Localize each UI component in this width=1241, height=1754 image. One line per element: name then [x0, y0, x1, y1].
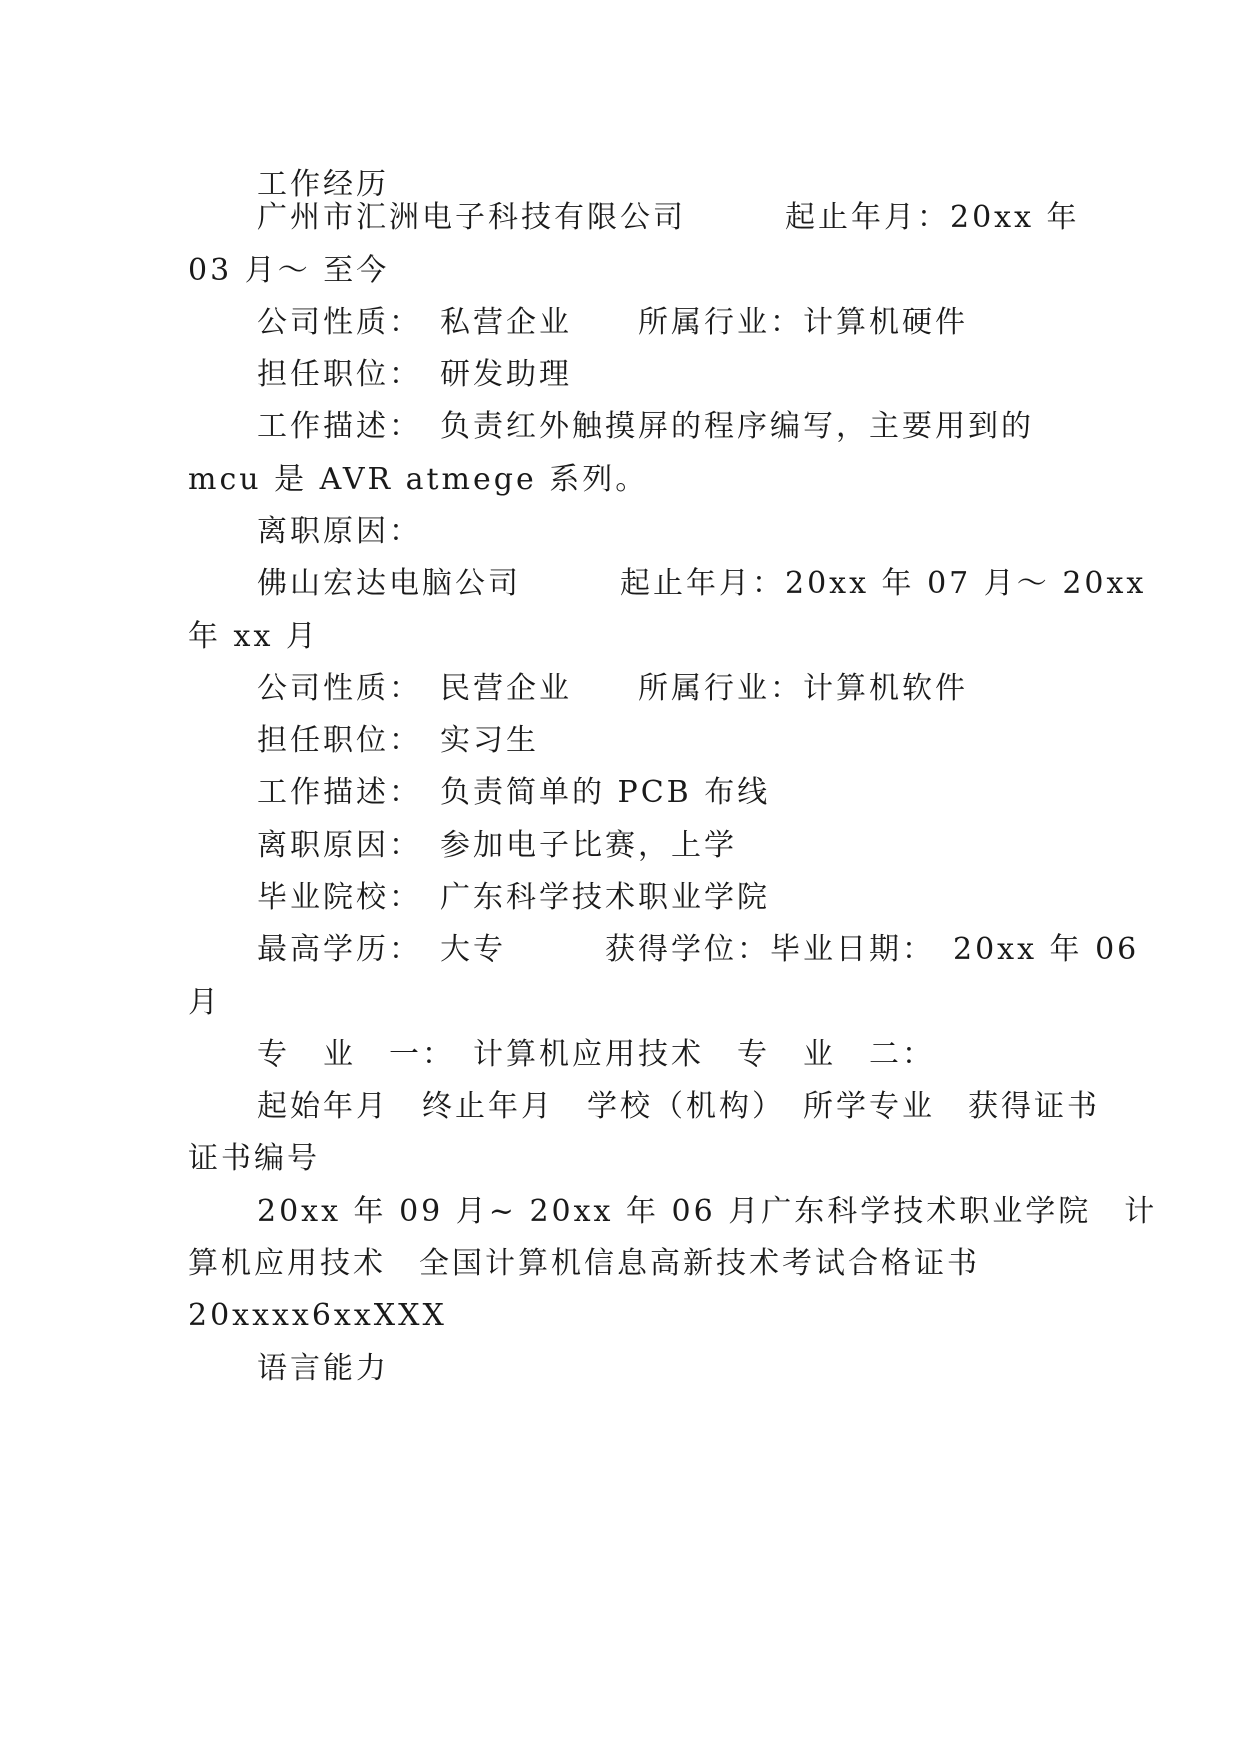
graduate-school: 毕业院校： 广东科学技术职业学院	[257, 880, 770, 915]
company-1-leave-reason: 离职原因：	[257, 514, 422, 549]
company-1-position: 担任职位： 研发助理	[257, 357, 572, 392]
company-2-nature: 公司性质： 民营企业 所属行业：计算机软件	[257, 671, 968, 706]
company-1-period: 03 月～ 至今	[188, 253, 390, 288]
highest-education: 最高学历： 大专 获得学位：毕业日期： 20xx 年 06	[257, 932, 1140, 967]
education-record-cont: 算机应用技术 全国计算机信息高新技术考试合格证书	[188, 1246, 980, 1281]
heading-language-ability: 语言能力	[257, 1351, 389, 1386]
company-2-position: 担任职位： 实习生	[257, 723, 539, 758]
education-record: 20xx 年 09 月~ 20xx 年 06 月广东科学技术职业学院 计	[257, 1194, 1158, 1229]
education-table-header: 起始年月 终止年月 学校（机构） 所学专业 获得证书	[257, 1089, 1100, 1124]
company-2-period: 年 xx 月	[188, 619, 319, 654]
majors: 专 业 一： 计算机应用技术 专 业 二：	[257, 1037, 935, 1072]
heading-work-experience: 工作经历	[257, 167, 389, 202]
certificate-number: 20xxxx6xxXXX	[188, 1298, 447, 1333]
company-2-line: 佛山宏达电脑公司 起止年月：20xx 年 07 月～ 20xx	[257, 566, 1147, 601]
company-1-line: 广州市汇洲电子科技有限公司 起止年月：20xx 年	[257, 200, 1080, 235]
education-table-header-cont: 证书编号	[188, 1141, 320, 1176]
highest-education-cont: 月	[188, 985, 221, 1020]
company-2-description: 工作描述： 负责简单的 PCB 布线	[257, 775, 771, 810]
company-1-description-cont: mcu 是 AVR atmege 系列。	[188, 462, 649, 497]
company-2-leave-reason: 离职原因： 参加电子比赛，上学	[257, 828, 737, 863]
company-1-nature: 公司性质： 私营企业 所属行业：计算机硬件	[257, 305, 968, 340]
company-1-description: 工作描述： 负责红外触摸屏的程序编写，主要用到的	[257, 409, 1034, 444]
